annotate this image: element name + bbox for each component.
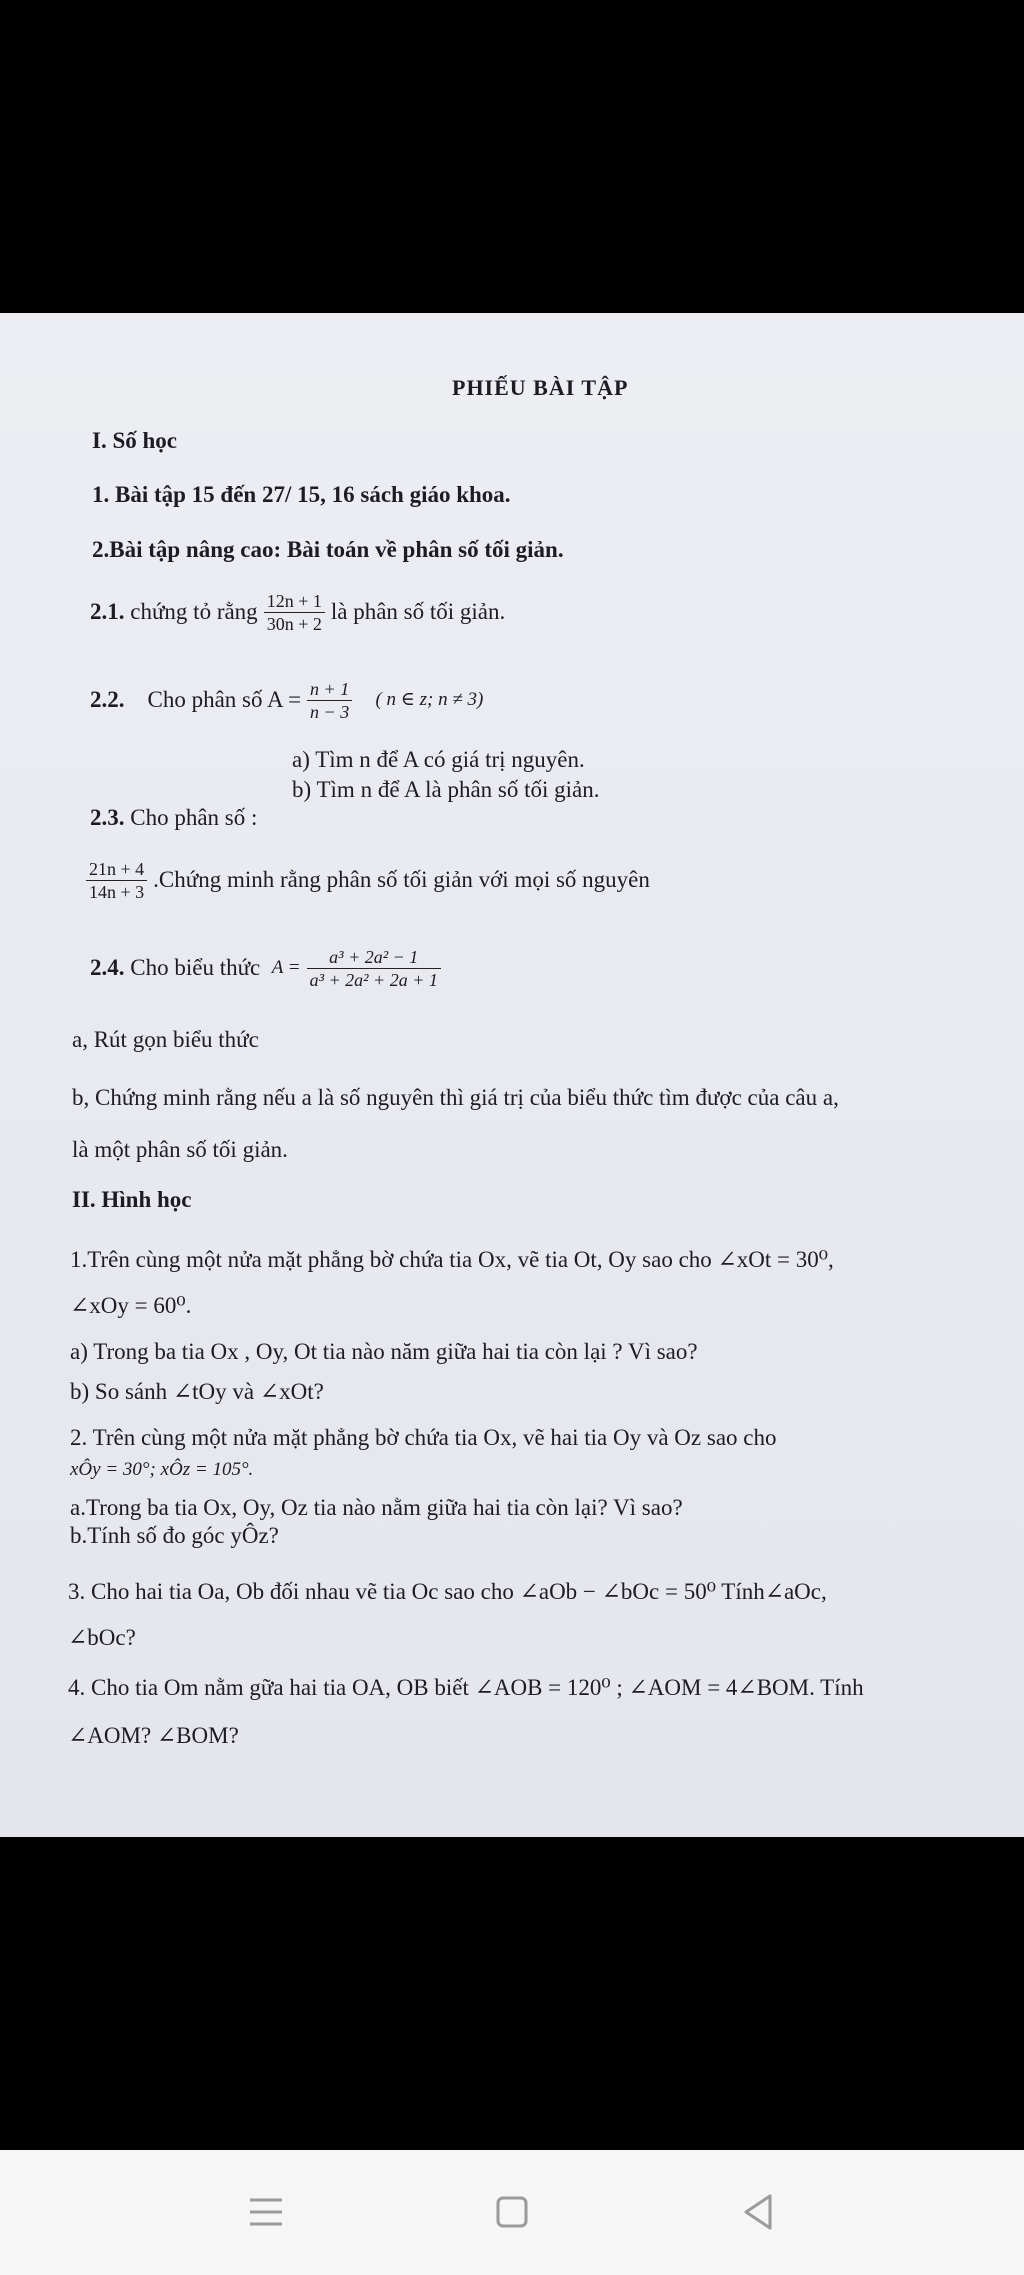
exercise-text: Cho phân số : — [130, 805, 258, 830]
exercise-label: 2.4. — [90, 955, 125, 980]
exercise-2-4-b-line2: là một phân số tối giản. — [72, 1137, 288, 1162]
section-heading-geometry: II. Hình học — [72, 1187, 192, 1212]
geometry-1-line1: 1.Trên cùng một nửa mặt phẳng bờ chứa tia Ox, vẽ tia Ot, Oy sao cho ∠xOt = 30⁰, — [70, 1247, 834, 1272]
menu-icon — [234, 2180, 298, 2244]
geometry-2-b: b.Tính số đo góc yÔz? — [70, 1523, 279, 1548]
section-heading-arithmetic: I. Số học — [92, 428, 177, 453]
home-icon — [480, 2180, 544, 2244]
fraction-denominator: n − 3 — [310, 701, 350, 722]
fraction — [307, 946, 441, 991]
geometry-1-b: b) So sánh ∠tOy và ∠xOt? — [70, 1379, 324, 1404]
exercise-2-2-b: b) Tìm n để A là phân số tối giản. — [292, 777, 600, 802]
geometry-4-line1: 4. Cho tia Om nằm gữa hai tia OA, OB biết ∠AOB = 120⁰ ; ∠AOM = 4∠BOM. Tính — [68, 1675, 864, 1700]
exercise-2: 2.Bài tập nâng cao: Bài toán về phân số tối giản. — [92, 537, 564, 562]
home-button[interactable] — [480, 2180, 544, 2244]
exercise-2-4-a: a, Rút gọn biểu thức — [72, 1027, 259, 1052]
exercise-2-2-a: a) Tìm n để A có giá trị nguyên. — [292, 747, 585, 772]
geometry-3-line2: ∠bOc? — [68, 1625, 136, 1650]
exercise-label: 2.2. — [90, 687, 125, 712]
fraction — [307, 678, 352, 723]
fraction-numerator: a³ + 2a² − 1 — [307, 946, 441, 969]
page-title: PHIẾU BÀI TẬP — [452, 375, 629, 400]
geometry-2-line1: 2. Trên cùng một nửa mặt phẳng bờ chứa tia Ox, vẽ hai tia Oy và Oz sao cho — [70, 1425, 777, 1450]
navigation-bar — [0, 2150, 1024, 2275]
exercise-2-2 — [90, 671, 483, 729]
exercise-text: Cho biểu thức — [130, 955, 261, 980]
bottom-black-area — [0, 1837, 1024, 2150]
top-black-area — [0, 0, 1024, 313]
exercise-2-4 — [90, 938, 447, 998]
exercise-text: .Chứng minh rằng phân số tối giản với mọi số nguyên — [153, 867, 650, 892]
fraction — [264, 590, 325, 635]
geometry-1-line2: ∠xOy = 60⁰. — [70, 1293, 192, 1318]
geometry-2-line2: xÔy = 30°; xÔz = 105°. — [70, 1459, 254, 1480]
exercise-text: Cho phân số A = — [147, 687, 302, 712]
worksheet-photo — [0, 313, 1024, 1837]
exercise-label: 2.1. — [90, 599, 125, 624]
expression-lhs: A = — [271, 957, 301, 978]
condition: ( n ∈ z; n ≠ 3) — [375, 689, 484, 710]
menu-button[interactable] — [234, 2180, 298, 2244]
fraction-denominator: a³ + 2a² + 2a + 1 — [309, 969, 438, 990]
back-icon — [726, 2180, 790, 2244]
exercise-text: chứng tỏ rằng — [130, 599, 258, 624]
fraction-numerator: 12n + 1 — [264, 590, 325, 613]
exercise-2-4-b-line1: b, Chứng minh rằng nếu a là số nguyên thì giá trị của biểu thức tìm được của câu a, — [72, 1085, 839, 1110]
geometry-2-a: a.Trong ba tia Ox, Oy, Oz tia nào nằm giữa hai tia còn lại? Vì sao? — [70, 1495, 683, 1520]
geometry-4-line2: ∠AOM? ∠BOM? — [68, 1723, 239, 1748]
geometry-1-a: a) Trong ba tia Ox , Oy, Ot tia nào năm giữa hai tia còn lại ? Vì sao? — [70, 1339, 698, 1364]
back-button[interactable] — [726, 2180, 790, 2244]
exercise-2-3-statement — [86, 851, 650, 909]
exercise-1: 1. Bài tập 15 đến 27/ 15, 16 sách giáo khoa. — [92, 482, 511, 507]
exercise-text: là phân số tối giản. — [330, 599, 506, 624]
fraction-denominator: 14n + 3 — [89, 881, 145, 902]
fraction-numerator: 21n + 4 — [86, 858, 147, 881]
exercise-2-1 — [90, 583, 505, 641]
exercise-label: 2.3. — [90, 805, 125, 830]
exercise-2-3 — [90, 803, 257, 833]
fraction-denominator: 30n + 2 — [266, 613, 322, 634]
geometry-3-line1: 3. Cho hai tia Oa, Ob đối nhau vẽ tia Oc sao cho ∠aOb − ∠bOc = 50⁰ Tính∠aOc, — [68, 1579, 827, 1604]
fraction — [86, 858, 147, 903]
fraction-numerator: n + 1 — [307, 678, 352, 701]
